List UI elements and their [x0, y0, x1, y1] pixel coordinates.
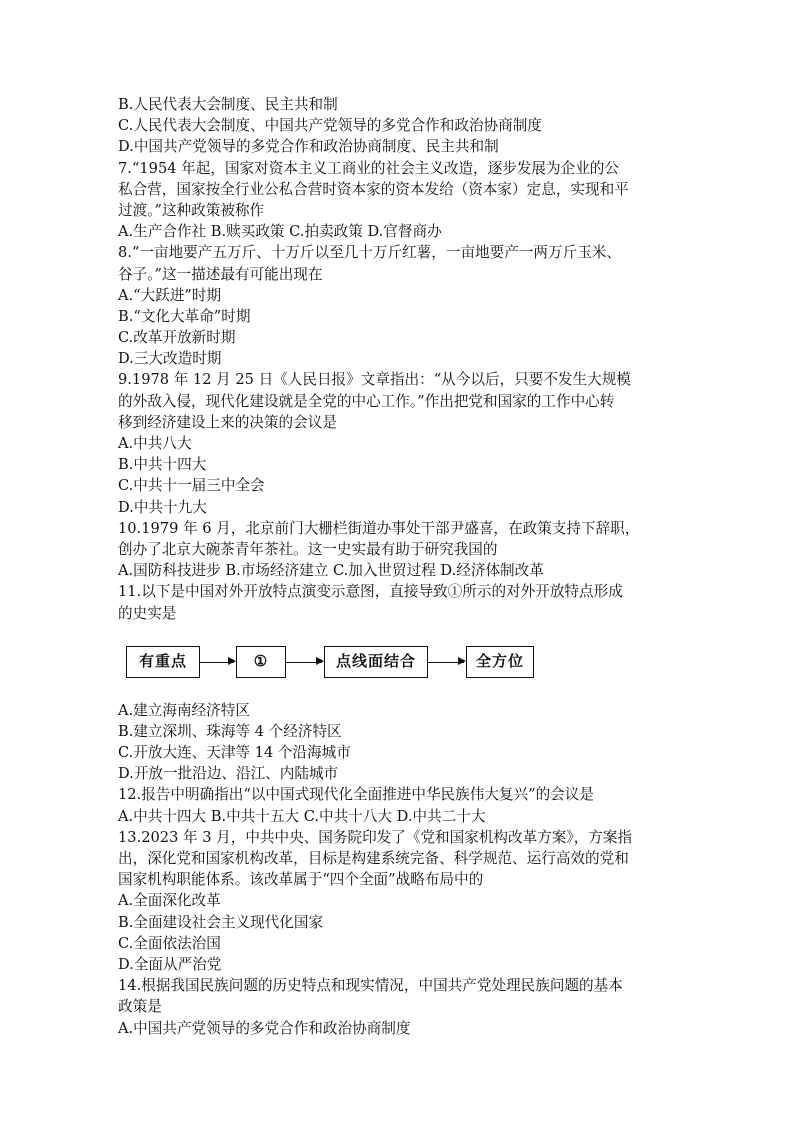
flow-box-all-round: 全方位	[466, 646, 534, 678]
q14-option-a: A.中国共产党领导的多党合作和政治协商制度	[118, 1019, 411, 1037]
q11-stem-line: 的史实是	[118, 604, 177, 622]
q13-stem-line: 国家机构职能体系。该改革属于“四个全面”战略布局中的	[118, 871, 484, 889]
q12-options: A.中共十四大 B.中共十五大 C.中共十八大 D.中共二十大	[118, 807, 486, 825]
q11-stem-line: 11.以下是中国对外开放特点演变示意图，直接导致①所示的对外开放特点形成	[118, 583, 623, 601]
q14-stem-line: 14.根据我国民族问题的历史特点和现实情况，中国共产党处理民族问题的基本	[118, 977, 623, 995]
flow-box-point-line-area: 点线面结合	[324, 646, 428, 678]
open-policy-flow-diagram	[118, 632, 678, 694]
q13-option-d: D.全面从严治党	[118, 955, 222, 973]
q11-option-b: B.建立深圳、珠海等 4 个经济特区	[118, 722, 342, 740]
q7-stem-line: 私合营，国家按全行业公私合营时资本家的资本发给（资本家）定息，实现和平	[118, 180, 629, 198]
q9-stem-line: 的外敌入侵，现代化建设就是全党的中心工作。”作出把党和国家的工作中心转	[118, 392, 615, 410]
q8-stem-line: 8.“一亩地要产五万斤、十万斤以至几十万斤红薯，一亩地要产一两万斤玉米、	[118, 244, 621, 262]
q8-option-c: C.改革开放新时期	[118, 329, 236, 347]
q11-option-d: D.开放一批沿边、沿江、内陆城市	[118, 765, 339, 783]
q11-option-c: C.开放大连、天津等 14 个沿海城市	[118, 744, 351, 762]
q8-option-d: D.三大改造时期	[118, 350, 222, 368]
flow-arrow-icon	[428, 662, 464, 663]
q10-stem-line: 创办了北京大碗茶青年茶社。这一史实最有助于研究我国的	[118, 540, 498, 558]
q13-option-a: A.全面深化改革	[118, 892, 221, 910]
q6-option-b: B.人民代表大会制度、民主共和制	[118, 96, 338, 113]
q13-stem-line: 出，深化党和国家机构改革，目标是构建系统完备、科学规范、运行高效的党和	[118, 850, 629, 867]
q6-option-d: D.中国共产党领导的多党合作和政治协商制度、民主共和制	[118, 138, 499, 156]
flow-arrow-icon	[200, 662, 234, 663]
q11-option-a: A.建立海南经济特区	[118, 701, 250, 719]
q7-options: A.生产合作社 B.赎买政策 C.拍卖政策 D.官督商办	[118, 223, 442, 241]
q9-option-d: D.中共十九大	[118, 498, 207, 516]
q8-option-b: B.“文化大革命”时期	[118, 307, 251, 325]
q8-option-a: A.“大跃进”时期	[118, 286, 222, 304]
q8-stem-line: 谷子。”这一描述最有可能出现在	[118, 265, 323, 283]
q13-option-c: C.全面依法治国	[118, 934, 221, 952]
q13-option-b: B.全面建设社会主义现代化国家	[118, 913, 324, 931]
q10-options: A.国防科技进步 B.市场经济建立 C.加入世贸过程 D.经济体制改革	[118, 562, 544, 580]
q12-stem-line: 12.报告中明确指出“以中国式现代化全面推进中华民族伟大复兴”的会议是	[118, 786, 594, 804]
flow-box-key-points: 有重点	[126, 646, 200, 678]
q9-option-c: C.中共十一届三中全会	[118, 477, 265, 495]
q9-option-b: B.中共十四大	[118, 456, 207, 474]
q10-stem-line: 10.1979 年 6 月，北京前门大栅栏街道办事处干部尹盛喜，在政策支持下辞职，	[118, 519, 640, 537]
q7-stem-line: 过渡。”这种政策被称作	[118, 201, 265, 219]
q9-stem-line: 移到经济建设上来的决策的会议是	[118, 413, 337, 431]
flow-arrow-icon	[286, 662, 322, 663]
q9-option-a: A.中共八大	[118, 435, 192, 452]
flow-box-circle-one: ①	[236, 646, 286, 678]
q9-stem-line: 9.1978 年 12 月 25 日《人民日报》文章指出：“从今以后，只要不发生大规模	[118, 371, 631, 389]
q7-stem-line: 7.“1954 年起，国家对资本主义工商业的社会主义改造，逐步发展为企业的公	[118, 159, 619, 177]
q6-option-c: C.人民代表大会制度、中国共产党领导的多党合作和政治协商制度	[118, 117, 542, 135]
q14-stem-line: 政策是	[118, 998, 162, 1016]
q13-stem-line: 13.2023 年 3 月，中共中央、国务院印发了《党和国家机构改革方案》，方案指	[118, 828, 633, 846]
question-list	[118, 94, 678, 1039]
